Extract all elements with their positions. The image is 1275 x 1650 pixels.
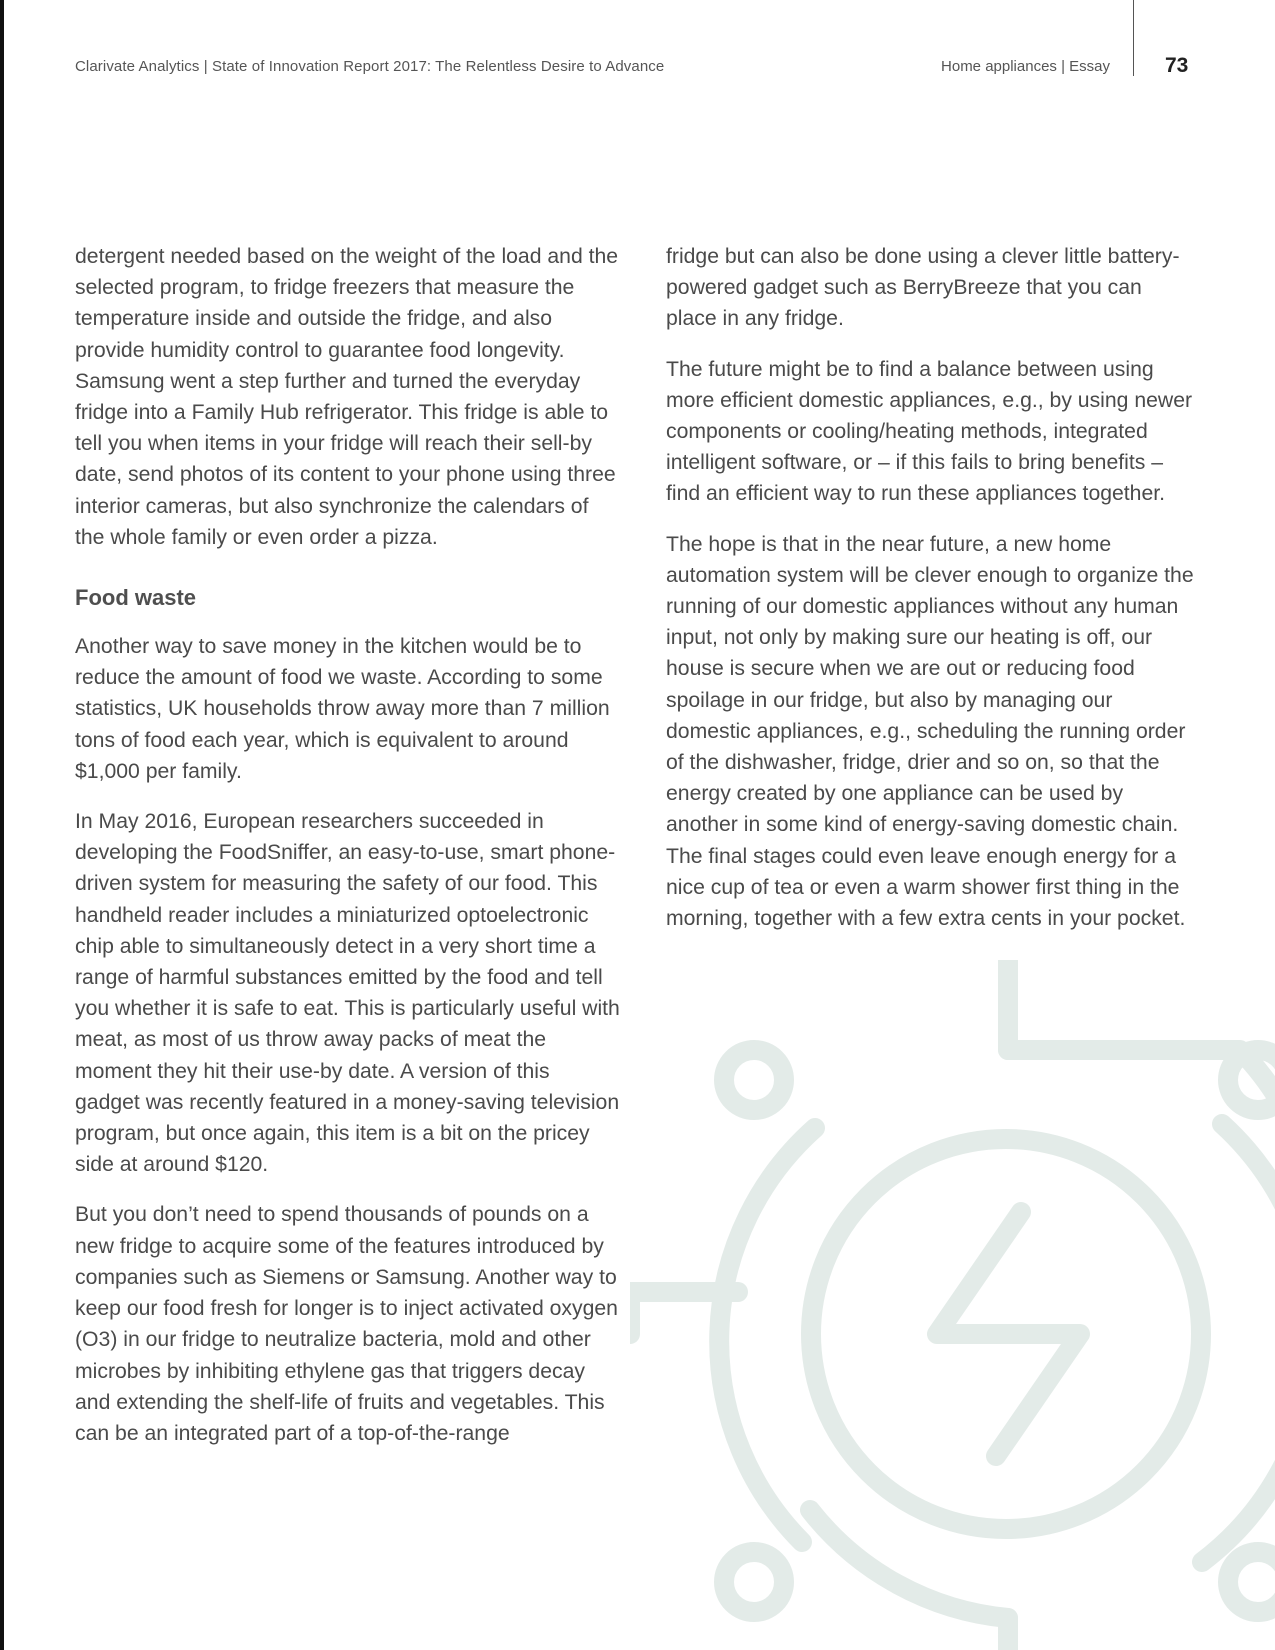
left-paragraph-1: detergent needed based on the weight of the load and the selected program, to fridge freezers that measure the temperature inside and outside the fridge, and also provide humidity control to guarantee food longevity. Samsung went a step further and turned the everyday fridge into a Family Hub refrigerator. This fridge is able to tell you when items in your fridge will reach their sell-by date, send photos of its content to your phone using three interior cameras, but also synchronize the calendars of the whole family or even order a pizza. — [75, 245, 619, 549]
report-title: Clarivate Analytics | State of Innovation Report 2017: The Relentless Desire to Advance — [75, 58, 665, 75]
right-paragraph-3: The hope is that in the near future, a new home automation system will be clever enough to organize the running of our domestic appliances without any human input, not only by making sure our heating is off, our house is secure when we are out or reducing food spoilage in our fridge, but also by managing our domestic appliances, e.g., scheduling the running order of the dishwasher, fridge, drier and so on, so that the energy created by one appliance can be used by another in some kind of energy-saving domestic chain. The final stages could even leave enough energy for a nice cup of tea or even a warm shower first thing in the morning, together with a few extra cents in your pocket. — [666, 532, 1194, 931]
section-label: Home appliances | Essay — [941, 58, 1110, 75]
energy-circuit-icon — [630, 960, 1275, 1650]
node-top-left — [724, 1050, 784, 1110]
right-paragraph-1: fridge but can also be done using a clever little battery-powered gadget such as BerryBreeze that you can place in any fridge. — [666, 245, 1180, 331]
left-paragraph-4: But you don’t need to spend thousands of pounds on a new fridge to acquire some of the features introduced by companies such as Siemens or Samsung. Another way to keep our food fresh for longer is to inject activated oxygen (O3) in our fridge to neutralize bacteria, mold and other microbes by inhibiting ethylene gas that triggers decay and extending the shelf-life of fruits and vegetables. This can be an integrated part of a top-of-the-range — [75, 1203, 618, 1445]
outer-arc-left — [719, 1128, 815, 1542]
page-number: 73 — [1165, 54, 1189, 77]
left-paragraph-2: Another way to save money in the kitchen would be to reduce the amount of food we waste. According to some statistics, UK households throw away more than 7 million tons of food each year, which is equivalent to around $1,000 per family. — [75, 635, 610, 783]
left-column — [75, 241, 620, 1468]
outer-arc-right — [1202, 1124, 1275, 1562]
lightning-bolt-icon — [937, 1212, 1080, 1456]
right-column — [666, 241, 1196, 953]
page-edge-rule — [0, 0, 4, 1650]
node-bottom-left — [724, 1552, 784, 1612]
left-paragraph-3: In May 2016, European researchers succeeded in developing the FoodSniffer, an easy-to-use, smart phone-driven system for measuring the safety of our food. This handheld reader includes a miniaturized optoelectronic chip able to simultaneously detect in a very short time a range of harmful substances emitted by the food and tell you whether it is safe to eat. This is particularly useful with meat, as most of us throw away packs of meat the moment they hit their use-by date. A version of this gadget was recently featured in a money-saving television program, but once again, this item is a bit on the pricey side at around $120. — [75, 810, 620, 1177]
right-paragraph-2: The future might be to find a balance between using more efficient domestic appliances, e.g., by using newer components or cooling/heating methods, integrated intelligent software, or – if this fails to bring benefits – find an efficient way to run these appliances together. — [666, 357, 1193, 506]
header-divider — [1133, 0, 1134, 76]
section-heading-food-waste: Food waste — [75, 585, 197, 611]
node-bottom-right — [1228, 1552, 1275, 1612]
